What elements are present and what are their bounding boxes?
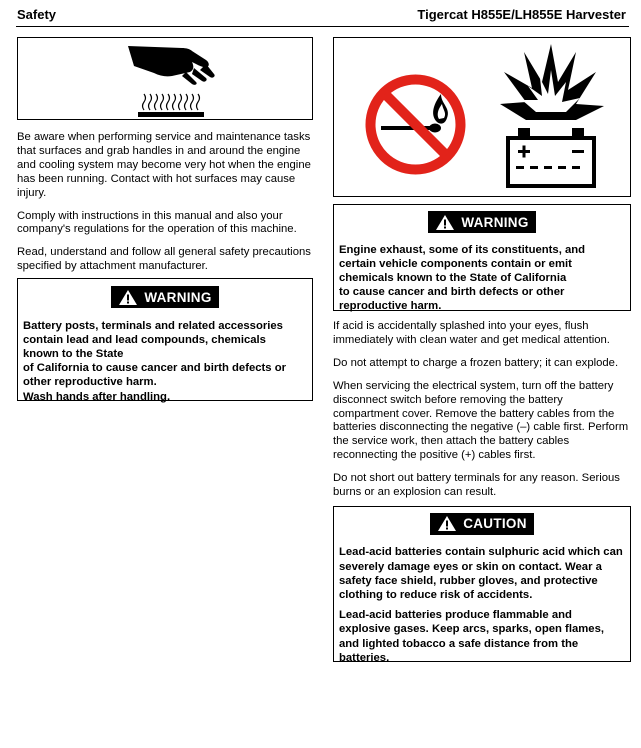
page-header xyxy=(16,0,626,26)
warning-triangle-icon xyxy=(435,214,455,231)
warning-line: certain vehicle components contain or emit xyxy=(339,257,572,270)
warning-line: known to the State xyxy=(23,348,124,361)
warning-label: WARNING xyxy=(461,214,529,230)
warning-line: Battery posts, terminals and related accessories xyxy=(23,319,283,332)
warning-line: chemicals known to the State of California xyxy=(339,271,567,284)
caution-paragraph: Lead-acid batteries contain sulphuric acid which can severely damage eyes or skin on contact. Wear a safety face shield, rubber gloves, and protective clothing to reduce risk of accidents. xyxy=(339,546,623,602)
engine-exhaust-warning-box xyxy=(333,204,631,311)
section-title: Safety xyxy=(17,7,57,22)
attachment-paragraph: Read, understand and follow all general safety precautions specified by attachment manufacturer. xyxy=(17,246,311,273)
warning-signal-word xyxy=(428,211,535,233)
warning-signal-word xyxy=(111,286,218,308)
warning-line: contain lead and lead compounds, chemicals xyxy=(23,333,266,346)
acid-eyes-paragraph: If acid is accidentally splashed into your eyes, flush immediately with clean water and get medical attention. xyxy=(333,320,610,346)
caution-signal-word xyxy=(430,513,534,535)
header-rule xyxy=(16,26,629,27)
warning-line: to cause cancer and birth defects or other xyxy=(339,286,565,299)
warning-triangle-icon xyxy=(437,515,457,532)
warning-label: WARNING xyxy=(144,289,212,305)
warning-line: reproductive harm. xyxy=(339,300,442,313)
no-open-flame-icon xyxy=(363,72,468,177)
right-column xyxy=(333,37,631,662)
warning-line: Wash hands after handling. xyxy=(23,390,171,403)
caution-label: CAUTION xyxy=(463,516,527,532)
comply-paragraph: Comply with instructions in this manual and also your company's regulations for the operation of this machine. xyxy=(17,209,297,236)
frozen-battery-paragraph: Do not attempt to charge a frozen battery; it can explode. xyxy=(333,356,619,369)
battery-lead-warning-box xyxy=(17,278,313,401)
electrical-service-paragraph: When servicing the electrical system, turn off the battery disconnect switch before removing the battery compartment cover. Remove the battery cables from the batteries disconnecting the negative (–) cable first. Perform the service work, then attach the battery cables reconnecting the positive (+) cables first. xyxy=(333,379,629,462)
short-terminals-paragraph: Do not short out battery terminals for any reason. Serious burns or an explosion can result. xyxy=(333,472,620,499)
hot-surface-hand-icon xyxy=(120,40,230,120)
warning-triangle-icon xyxy=(118,289,138,306)
left-column xyxy=(17,37,313,401)
warning-line: Engine exhaust, some of its constituents, and xyxy=(339,243,586,256)
hot-surface-image-box xyxy=(17,37,313,120)
lead-acid-caution-box xyxy=(333,506,631,662)
warning-line: of California to cause cancer and birth defects or xyxy=(23,362,287,375)
warning-line: other reproductive harm. xyxy=(23,376,157,389)
battery-explosion-icon xyxy=(496,42,606,192)
battery-hazard-image-box xyxy=(333,37,631,197)
model-title: Tigercat H855E/LH855E Harvester xyxy=(417,7,626,22)
hot-surface-paragraph: Be aware when performing service and maintenance tasks that surfaces and grab handles in and around the engine and cooling system may become very hot when the engine has been running. Contact with hot surfaces may cause injury. xyxy=(17,131,311,199)
caution-paragraph: Lead-acid batteries produce flammable and explosive gases. Keep arcs, sparks, open flames, and lighted tobacco a safe distance from the batteries. xyxy=(339,609,604,664)
